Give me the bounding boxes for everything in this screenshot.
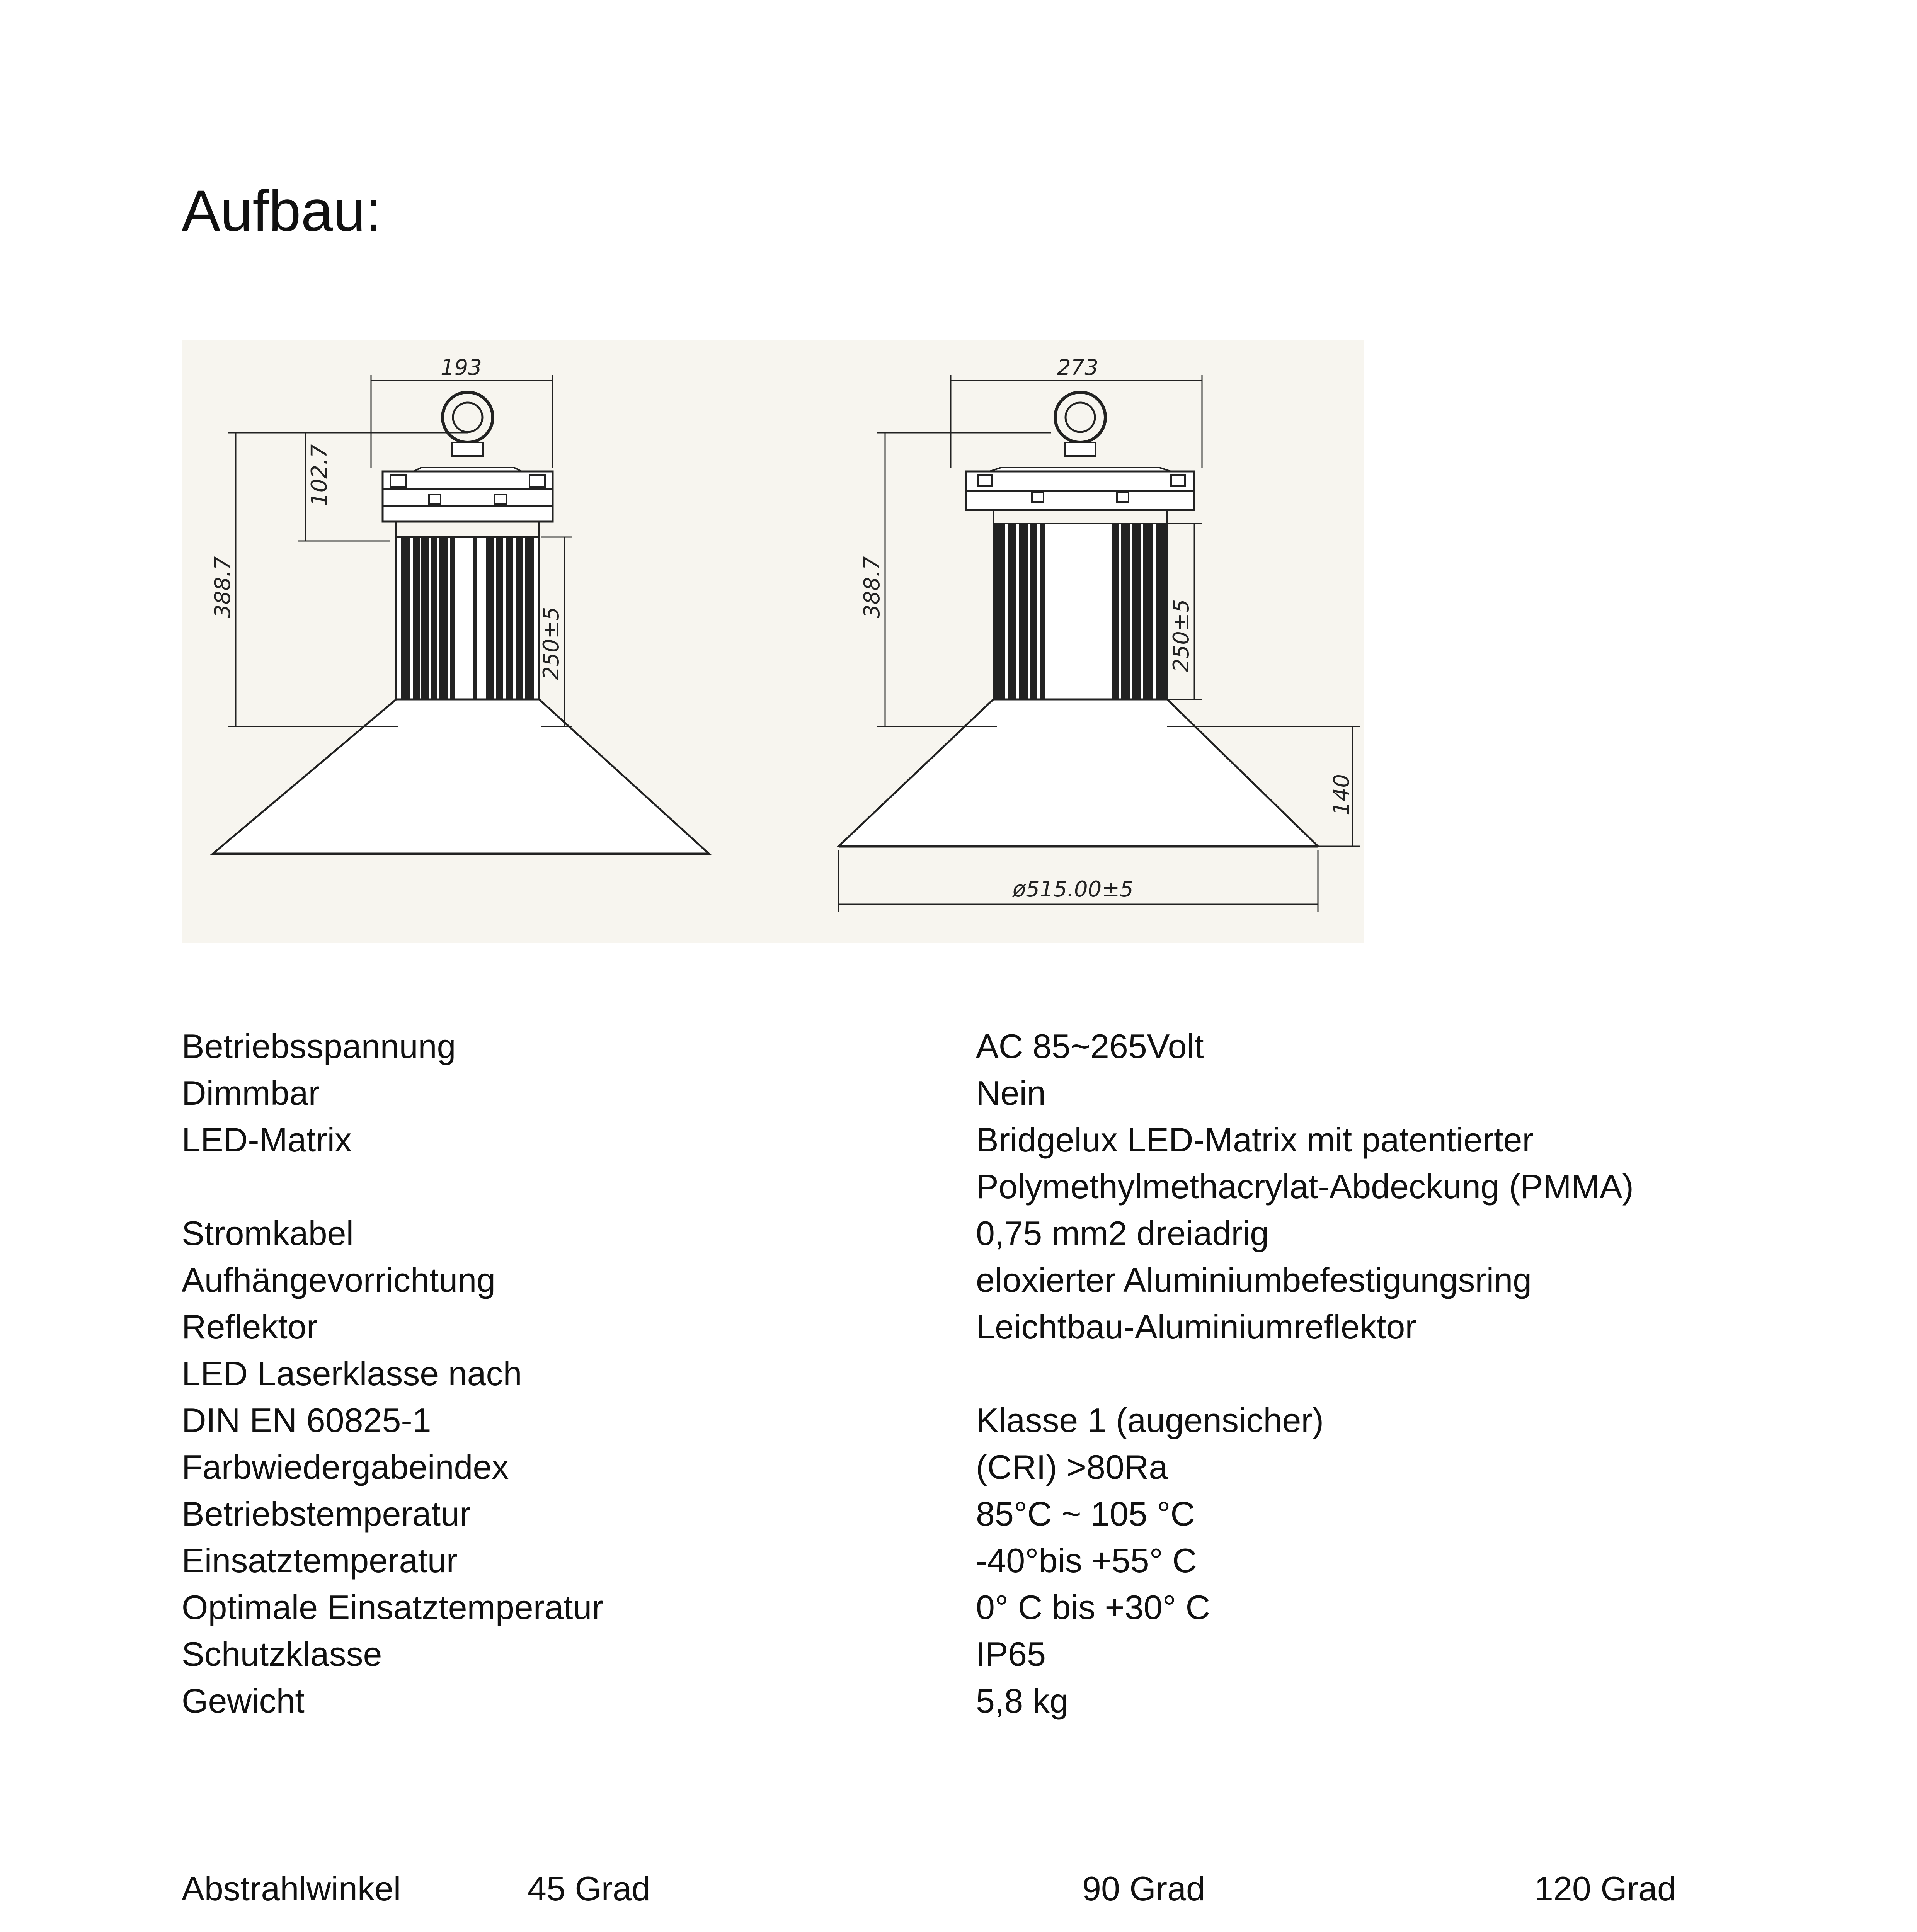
spec-value: 0,75 mm2 dreiadrig xyxy=(976,1214,1269,1252)
page-title: Aufbau: xyxy=(182,178,382,243)
dim-left-top-width: 193 xyxy=(441,355,482,380)
spec-label: Reflektor xyxy=(182,1308,318,1346)
spec-label: Betriebsspannung xyxy=(182,1027,456,1065)
dim-left-total-height: 388.7 xyxy=(210,556,235,618)
spec-label: DIN EN 60825-1 xyxy=(182,1401,431,1439)
technical-drawing xyxy=(182,340,1364,943)
spec-label: Optimale Einsatztemperatur xyxy=(182,1588,603,1626)
heatsink-fins-left xyxy=(396,537,539,699)
dim-right-total-height: 388.7 xyxy=(860,556,885,618)
spec-label: Dimmbar xyxy=(182,1074,320,1112)
spec-value: -40°bis +55° C xyxy=(976,1541,1197,1580)
spec-value: (CRI) >80Ra xyxy=(976,1448,1168,1486)
spec-label: Einsatztemperatur xyxy=(182,1541,458,1580)
spec-label: Farbwiedergabeindex xyxy=(182,1448,509,1486)
spec-value: Leichtbau-Aluminiumreflektor xyxy=(976,1308,1416,1346)
spec-label: Stromkabel xyxy=(182,1214,354,1252)
spec-label: Gewicht xyxy=(182,1682,305,1720)
spec-value: 85°C ~ 105 °C xyxy=(976,1495,1195,1533)
dim-right-diameter: ø515.00±5 xyxy=(1013,877,1134,902)
dim-right-cone-height: 140 xyxy=(1329,774,1354,815)
spec-value: IP65 xyxy=(976,1635,1046,1673)
dim-right-body-height: 250±5 xyxy=(1169,599,1194,672)
beam-angle-label: Abstrahlwinkel xyxy=(182,1869,401,1908)
beam-angle-120: 120 Grad xyxy=(1534,1869,1676,1908)
spec-label: Betriebstemperatur xyxy=(182,1495,471,1533)
spec-label: Schutzklasse xyxy=(182,1635,382,1673)
spec-value: 5,8 kg xyxy=(976,1682,1069,1720)
dim-right-top-width: 273 xyxy=(1057,355,1098,380)
spec-label: LED-Matrix xyxy=(182,1121,352,1159)
spec-value: Polymethylmethacrylat-Abdeckung (PMMA) xyxy=(976,1167,1634,1206)
dim-left-body-height: 250±5 xyxy=(539,607,564,680)
spec-label: LED Laserklasse nach xyxy=(182,1354,522,1393)
spec-value: AC 85~265Volt xyxy=(976,1027,1204,1065)
spec-value: Klasse 1 (augensicher) xyxy=(976,1401,1324,1439)
spec-label: Aufhängevorrichtung xyxy=(182,1261,496,1299)
drawing-left-lamp xyxy=(213,392,709,854)
beam-angle-45: 45 Grad xyxy=(528,1869,650,1908)
spec-value: 0° C bis +30° C xyxy=(976,1588,1210,1626)
spec-value: Bridgelux LED-Matrix mit patentierter xyxy=(976,1121,1534,1159)
dim-left-ring-height: 102.7 xyxy=(307,444,332,506)
drawing-right-lamp xyxy=(839,392,1318,846)
spec-value: eloxierter Aluminiumbefestigungsring xyxy=(976,1261,1532,1299)
spec-value: Nein xyxy=(976,1074,1046,1112)
beam-angle-90: 90 Grad xyxy=(1082,1869,1205,1908)
heatsink-fins-right xyxy=(993,524,1167,699)
